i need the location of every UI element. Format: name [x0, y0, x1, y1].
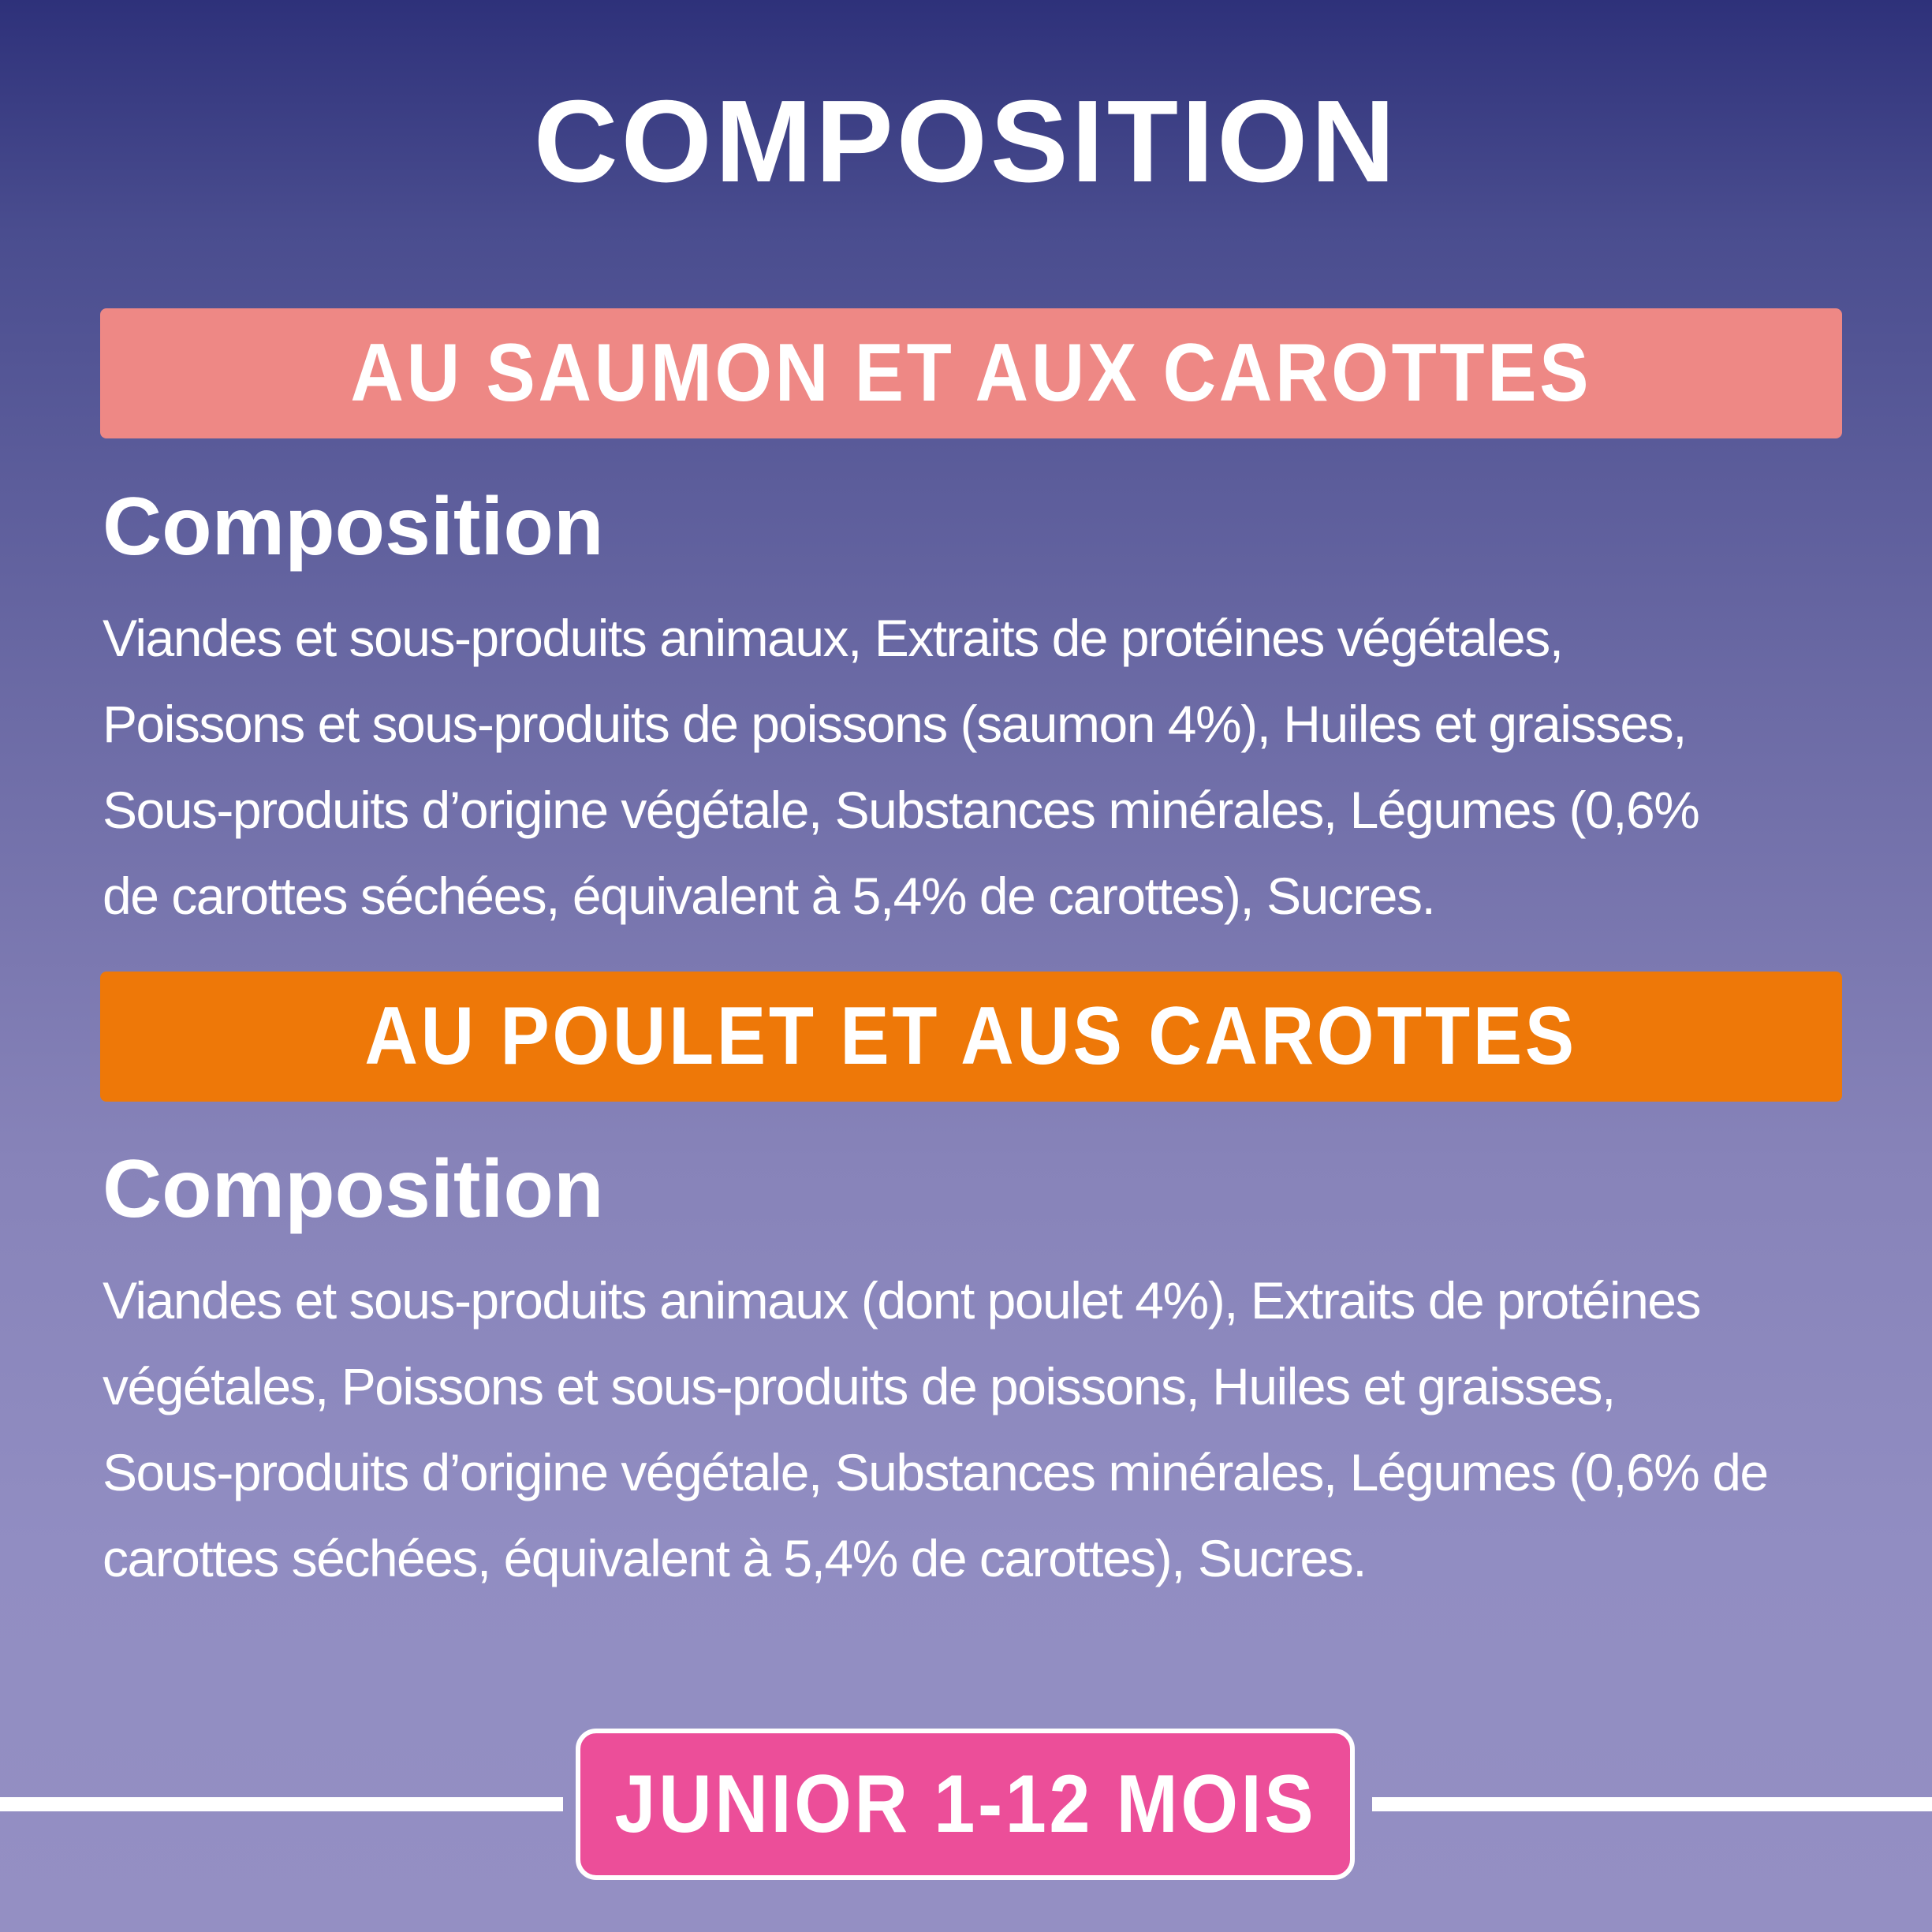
page-title: COMPOSITION [533, 76, 1399, 207]
salmon-carrot-banner [100, 308, 1842, 438]
salmon-composition-line: Viandes et sous-produits animaux, Extraits de protéines végétales, [103, 609, 1563, 667]
chicken-composition-text [103, 1258, 1869, 1602]
chicken-carrot-banner [100, 972, 1842, 1102]
footer-divider-right [1372, 1797, 1932, 1811]
salmon-composition-line: Poissons et sous-produits de poissons (saumon 4%), Huiles et graisses, [103, 695, 1686, 753]
age-range-badge [576, 1729, 1355, 1880]
chicken-composition-line: Sous-produits d’origine végétale, Substances minérales, Légumes (0,6% de [103, 1443, 1768, 1501]
age-range-label: JUNIOR 1-12 MOIS [614, 1758, 1316, 1850]
salmon-composition-line: de carottes séchées, équivalent à 5,4% de carottes), Sucres. [103, 867, 1435, 925]
chicken-composition-line: carottes séchées, équivalent à 5,4% de carottes), Sucres. [103, 1529, 1367, 1587]
salmon-composition-heading: Composition [103, 481, 604, 573]
salmon-carrot-banner-label: AU SAUMON ET AUX CAROTTES [350, 327, 1592, 419]
chicken-composition-line: Viandes et sous-produits animaux (dont poulet 4%), Extraits de protéines [103, 1271, 1700, 1330]
footer-divider-left [0, 1797, 563, 1811]
salmon-composition-text [103, 595, 1869, 939]
salmon-composition-line: Sous-produits d’origine végétale, Substances minérales, Légumes (0,6% [103, 781, 1699, 839]
chicken-composition-line: végétales, Poissons et sous-produits de poissons, Huiles et graisses, [103, 1357, 1615, 1415]
chicken-carrot-banner-label: AU POULET ET AUS CAROTTES [364, 990, 1578, 1082]
chicken-composition-heading: Composition [103, 1143, 604, 1235]
